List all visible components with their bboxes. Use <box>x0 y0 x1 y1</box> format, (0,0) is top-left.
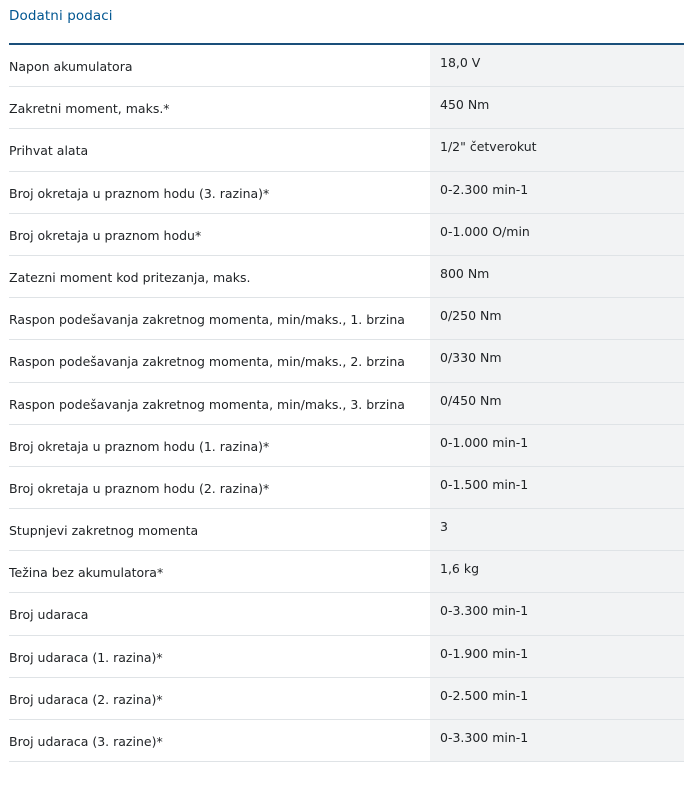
section-title: Dodatni podaci <box>9 8 113 24</box>
spec-label: Broj okretaja u praznom hodu (3. razina)* <box>9 185 270 201</box>
spec-value: 0-2.500 min-1 <box>430 678 684 719</box>
spec-label: Broj okretaja u praznom hodu (2. razina)* <box>9 480 270 496</box>
table-row <box>9 214 684 256</box>
spec-value: 0/330 Nm <box>430 340 684 381</box>
table-row <box>9 129 684 171</box>
spec-label: Broj okretaja u praznom hodu* <box>9 227 202 243</box>
spec-label: Broj udaraca (1. razina)* <box>9 649 163 665</box>
table-row <box>9 551 684 593</box>
spec-label: Raspon podešavanja zakretnog momenta, min/maks., 2. brzina <box>9 354 405 370</box>
spec-label: Raspon podešavanja zakretnog momenta, min/maks., 1. brzina <box>9 312 405 328</box>
spec-value: 0-2.300 min-1 <box>430 172 684 213</box>
table-row <box>9 467 684 509</box>
spec-label: Stupnjevi zakretnog momenta <box>9 523 199 539</box>
spec-value: 450 Nm <box>430 87 684 128</box>
spec-value: 1/2" četverokut <box>430 129 684 170</box>
spec-value: 3 <box>430 509 684 550</box>
spec-value: 0-1.500 min-1 <box>430 467 684 508</box>
spec-label: Broj okretaja u praznom hodu (1. razina)* <box>9 438 270 454</box>
table-row <box>9 593 684 635</box>
spec-label: Broj udaraca (2. razina)* <box>9 691 163 707</box>
spec-value: 0/250 Nm <box>430 298 684 339</box>
spec-value: 0-3.300 min-1 <box>430 720 684 761</box>
table-row <box>9 383 684 425</box>
table-row <box>9 172 684 214</box>
table-row <box>9 720 684 762</box>
spec-value: 0-1.000 min-1 <box>430 425 684 466</box>
spec-label: Prihvat alata <box>9 143 89 159</box>
table-row <box>9 636 684 678</box>
spec-value: 800 Nm <box>430 256 684 297</box>
table-row <box>9 298 684 340</box>
spec-value: 1,6 kg <box>430 551 684 592</box>
spec-label: Napon akumulatora <box>9 59 133 74</box>
table-row <box>9 45 684 87</box>
table-row <box>9 509 684 551</box>
table-row <box>9 256 684 298</box>
table-row <box>9 678 684 720</box>
table-row <box>9 340 684 382</box>
spec-label: Broj udaraca (3. razine)* <box>9 734 163 749</box>
spec-label: Broj udaraca <box>9 607 89 623</box>
spec-label: Zakretni moment, maks.* <box>9 101 170 117</box>
spec-value: 0-3.300 min-1 <box>430 593 684 634</box>
spec-label: Zatezni moment kod pritezanja, maks. <box>9 269 251 285</box>
spec-value: 18,0 V <box>430 45 684 86</box>
spec-label: Raspon podešavanja zakretnog momenta, min/maks., 3. brzina <box>9 396 405 412</box>
table-row <box>9 87 684 129</box>
spec-value: 0-1.000 O/min <box>430 214 684 255</box>
spec-value: 0-1.900 min-1 <box>430 636 684 677</box>
specs-table <box>9 45 684 762</box>
spec-label: Težina bez akumulatora* <box>9 565 164 581</box>
spec-value: 0/450 Nm <box>430 383 684 424</box>
table-row <box>9 425 684 467</box>
